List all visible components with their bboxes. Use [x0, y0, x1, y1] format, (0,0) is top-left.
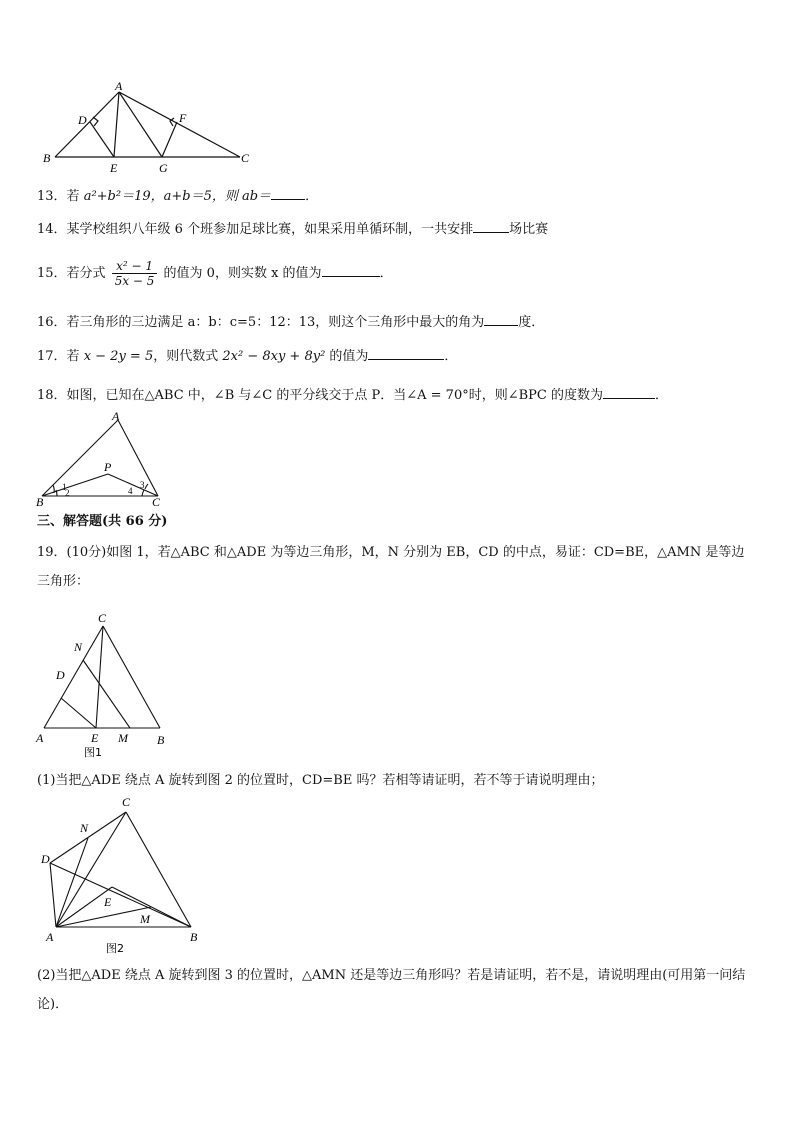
answer-blank-16[interactable]	[484, 313, 518, 326]
label-D: D	[41, 852, 50, 866]
label-P: P	[104, 460, 112, 474]
label-D: D	[78, 113, 87, 127]
question-19-intro: 19．(10分)如图 1，若△ABC 和△ADE 为等边三角形，M，N 分别为 EB，CD 的中点，易证：CD=BE，△AMN 是等边三角形：	[37, 545, 745, 589]
figure-1	[30, 610, 180, 760]
figure-q12-triangle	[35, 80, 265, 175]
label-3: 3	[140, 480, 145, 490]
question-15: 15．若分式 $\frac{\text{x² − 1}}{5x - 5}$ 的值为 0，则实数 x 的值为 ．	[37, 259, 393, 288]
label-A: A	[46, 930, 54, 944]
label-C: C	[98, 611, 107, 625]
figure-1-caption: 图1	[84, 746, 102, 759]
label-G: G	[159, 161, 168, 175]
label-B: B	[36, 495, 44, 509]
question-14: 14．某学校组织八年级 6 个班参加足球比赛，如果采用单循环制，一共安排 场比赛	[37, 222, 549, 237]
label-M: M	[118, 731, 128, 745]
figure-2-caption: 图2	[106, 942, 124, 955]
figure-2	[36, 795, 216, 955]
answer-blank-13[interactable]	[271, 187, 305, 200]
figure-q18-triangle	[34, 410, 174, 510]
label-C: C	[241, 151, 250, 165]
label-A: A	[112, 409, 120, 423]
label-1: 1	[62, 482, 67, 492]
answer-blank-14[interactable]	[473, 220, 509, 233]
answer-blank-18[interactable]	[603, 386, 655, 399]
answer-blank-17[interactable]	[368, 347, 444, 360]
label-A: A	[115, 79, 123, 93]
answer-blank-15[interactable]	[322, 264, 380, 277]
label-N: N	[80, 821, 89, 835]
label-4: 4	[128, 486, 133, 496]
question-17: 17．若 x − 2y = 5，则代数式 2x² − 8xy + 8y² 的值为 ．	[37, 349, 458, 364]
section-3-title: 三、解答题(共 66 分)	[37, 514, 168, 529]
question-19-part-2: (2)当把△ADE 绕点 A 旋转到图 3 的位置时，△AMN 还是等边三角形吗？若是请证明，若不是，请说明理由(可用第一问结论)．	[37, 968, 746, 1012]
label-B: B	[157, 733, 165, 747]
label-F: F	[179, 111, 187, 125]
fraction-q15: $\frac{\text{x² − 1}}{5x - 5}$	[112, 259, 158, 288]
label-C: C	[122, 795, 131, 809]
label-C: C	[152, 495, 161, 509]
label-B: B	[190, 930, 198, 944]
label-E: E	[91, 731, 99, 745]
question-18: 18．如图，已知在△ABC 中，∠B 与∠C 的平分线交于点 P．当∠A = 70°时，则∠BPC 的度数为 ．	[37, 388, 669, 403]
label-N: N	[74, 640, 83, 654]
label-A: A	[36, 731, 44, 745]
label-D: D	[56, 668, 65, 682]
question-19-part-1: (1)当把△ADE 绕点 A 旋转到图 2 的位置时，CD=BE 吗？若相等请证明，若不等于请说明理由；	[37, 773, 604, 788]
label-B: B	[43, 151, 51, 165]
label-2: 2	[65, 488, 70, 498]
label-E: E	[104, 895, 112, 909]
question-13: 13．若 a²+b²＝19，a+b＝5，则 ab＝ ．	[37, 189, 319, 204]
label-M: M	[140, 912, 150, 926]
label-E: E	[110, 161, 118, 175]
question-16: 16．若三角形的三边满足 a：b：c=5：12：13，则这个三角形中最大的角为 度．	[37, 315, 545, 330]
